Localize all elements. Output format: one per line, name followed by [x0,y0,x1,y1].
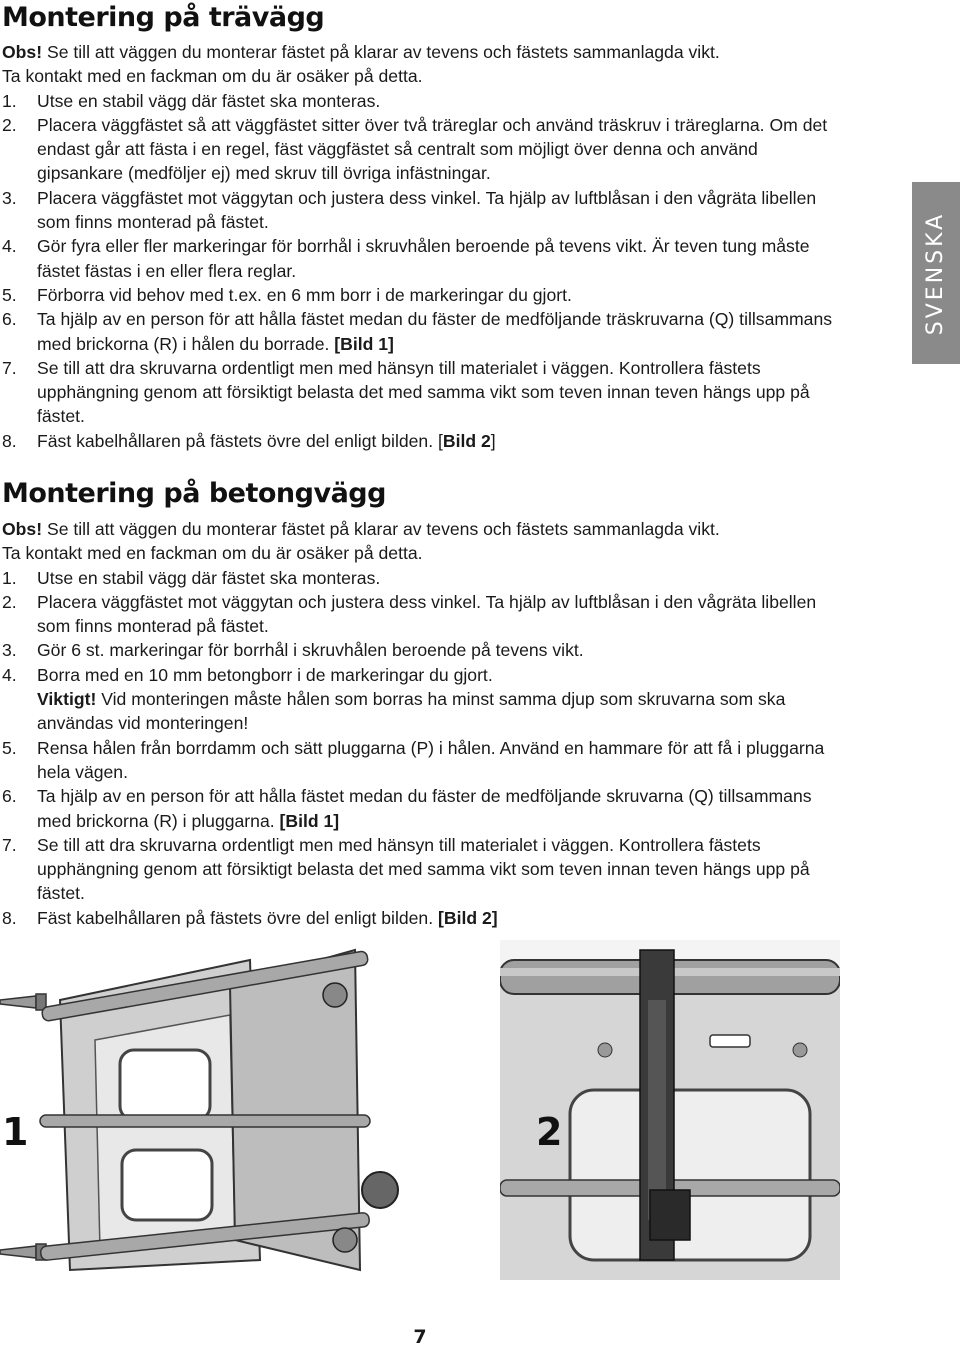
step-number: 1. [2,90,17,111]
step-text-main: Ta hjälp av en person för att hålla fästet medan du fäster de medföljande skruvarna (Q) tillsammans med brickorna (R) i pluggarna. [37,786,812,831]
notice-label: Obs! [2,42,43,62]
step-text-main: Ta hjälp av en person för att hålla fästet medan du fäster de medföljande träskruvarna (Q) tillsammans med brickorna (R) i hålen du borrade. [37,309,833,354]
step-number: 1. [2,567,17,588]
page-number: 7 [413,1326,427,1348]
step-2 [2,590,842,639]
step-text: Placera väggfästet så att väggfästet sitter över två träreglar och använd träskruv i träreglarna. Om det endast går att fästa i en regel, fäst väggfästet så centralt som möjligt över denna och använd gipsankare (medföljer ej) med skruv till övriga infästningar. [37,114,828,184]
step-text [37,429,842,453]
step-text-main: Fäst kabelhållaren på fästets övre del enligt bilden. [ [37,430,443,451]
step-number: 8. [2,430,17,451]
step-text [37,906,842,930]
figure-1-label: 1 [2,1110,29,1154]
step-text: Placera väggfästet mot väggytan och justera dess vinkel. Ta hjälp av luftblåsan i den vågräta libellen som finns monterad på fästet. [37,187,817,233]
step-text: Se till att dra skruvarna ordentligt men med hänsyn till materialet i väggen. Kontrollera fästets upphängning genom att försiktigt belasta det med samma vikt som teven innan teven hängs upp på fästet. [37,357,810,427]
step-number: 7. [2,834,17,855]
section-body-concrete [2,517,842,930]
step-number: 2. [2,591,17,612]
step-number: 2. [2,114,17,135]
section-body-wood [2,40,842,453]
step-text-main: Fäst kabelhållaren på fästets övre del enligt bilden. [37,907,434,928]
step-text-main: Borra med en 10 mm betongborr i de markeringar du gjort. [37,664,493,685]
warning-text: Vid monteringen måste hålen som borras ha minst samma djup som skruvarna som ska användas vid monteringen! [37,689,786,734]
step-text: Placera väggfästet mot väggytan och justera dess vinkel. Ta hjälp av luftblåsan i den vågräta libellen som finns monterad på fästet. [37,591,817,637]
language-tab-label: SVENSKA [923,211,949,335]
figure-2 [500,940,840,1280]
notice [2,40,842,64]
figure-2-label: 2 [536,1110,563,1154]
notice-text-line2: Ta kontakt med en fackman om du är osäker på detta. [2,543,423,564]
figure-reference: [Bild 1] [334,333,394,354]
step-5 [2,283,842,307]
step-8 [2,906,842,930]
step-number: 6. [2,309,17,330]
step-text: Utse en stabil vägg där fästet ska monteras. [37,567,381,588]
notice [2,517,842,541]
step-number: 8. [2,907,17,928]
step-text [37,663,842,736]
step-number: 5. [2,284,17,305]
step-7 [2,833,842,906]
step-1 [2,89,842,113]
step-7 [2,356,842,429]
figure-reference: [Bild 1] [279,810,340,831]
step-text: Gör 6 st. markeringar för borrhål i skruvhålen beroende på tevens vikt. [37,640,584,661]
step-3 [2,186,842,235]
notice-text: Se till att väggen du monterar fästet på klarar av tevens och fästets sammanlagda vikt. [42,42,720,62]
step-text-tail: ] [490,430,496,451]
step-number: 5. [2,737,17,758]
figure-reference: Bild 2 [442,430,491,451]
step-4 [2,234,842,283]
figure-reference: [Bild 2] [438,907,498,928]
step-number: 4. [2,236,17,257]
section-title-wood: Montering på trävägg [2,2,325,33]
step-5 [2,736,842,785]
section-title-concrete: Montering på betongvägg [2,478,386,509]
step-number: 6. [2,786,17,807]
step-text: Förborra vid behov med t.ex. en 6 mm borr i de markeringar du gjort. [37,284,572,305]
notice-label: Obs! [2,519,43,539]
warning-label: Viktigt! [37,689,97,710]
wall-mount-illustration [0,940,450,1280]
step-text: Gör fyra eller fler markeringar för borrhål i skruvhålen beroende på tevens vikt. Är teven tung måste fästet fästas i en eller flera reglar. [37,236,810,281]
step-text: Utse en stabil vägg där fästet ska monteras. [37,90,381,111]
step-2 [2,113,842,186]
notice-text: Se till att väggen du monterar fästet på klarar av tevens och fästets sammanlagda vikt. [42,519,720,539]
figure-1 [0,940,450,1280]
step-text: Se till att dra skruvarna ordentligt men med hänsyn till materialet i väggen. Kontrollera fästets upphängning genom att försiktigt belasta det med samma vikt som teven innan teven hängs upp på fästet. [37,834,810,904]
language-tab [912,182,960,364]
step-number: 3. [2,187,17,208]
notice-text-line2: Ta kontakt med en fackman om du är osäker på detta. [2,66,423,87]
step-4 [2,663,842,736]
step-6 [2,307,842,356]
step-number: 4. [2,664,17,685]
step-text [37,784,842,833]
step-8 [2,429,842,453]
step-number: 3. [2,640,17,661]
step-1 [2,566,842,590]
step-6 [2,784,842,833]
step-3 [2,638,842,662]
step-number: 7. [2,357,17,378]
step-text [37,307,842,356]
step-text: Rensa hålen från borrdamm och sätt pluggarna (P) i hålen. Använd en hammare för att få i pluggarna hela vägen. [37,737,825,782]
